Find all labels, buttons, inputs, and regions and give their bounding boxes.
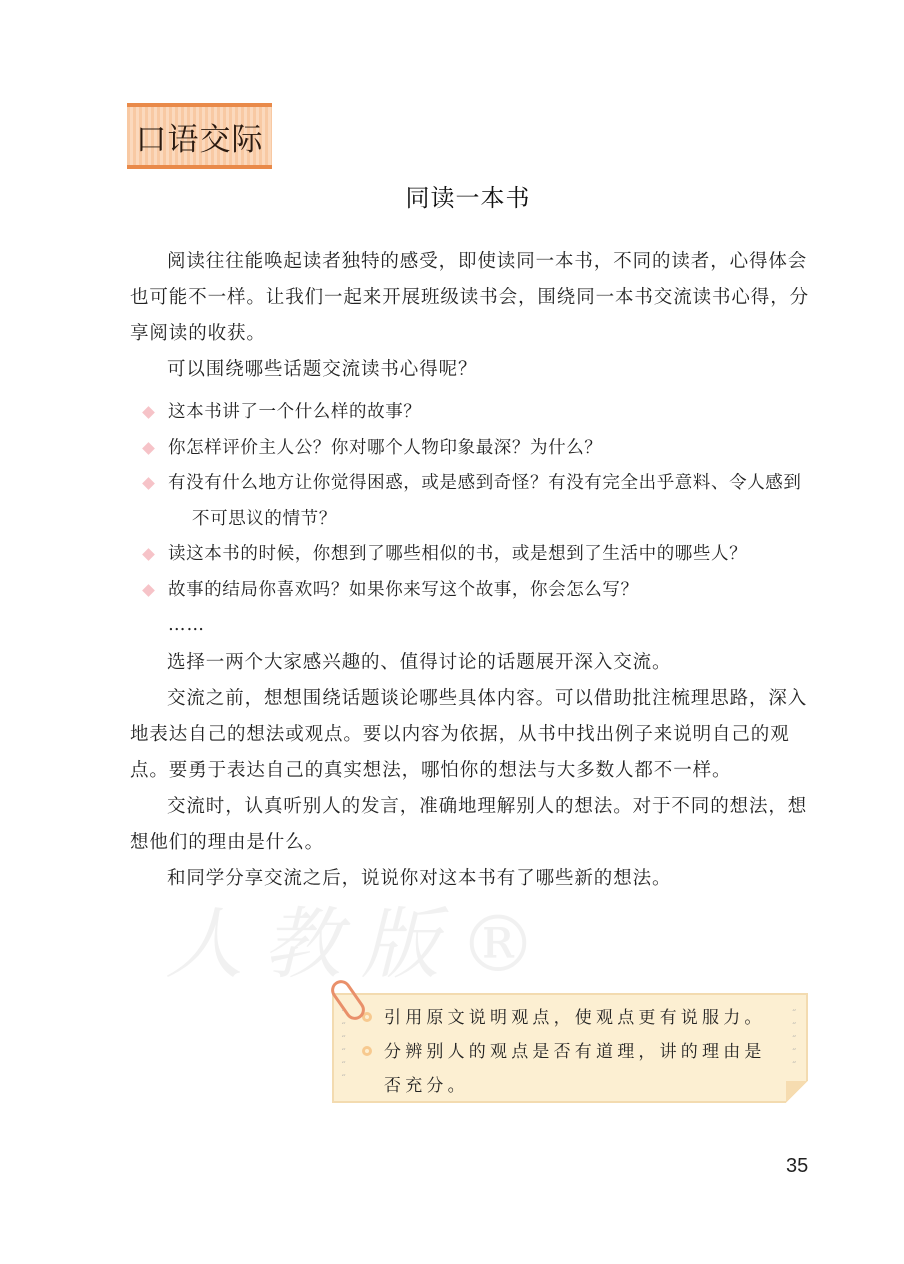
list-item-text: 有没有什么地方让你觉得困惑，或是感到奇怪？有没有完全出乎意料、令人感到不可思议的情节？: [168, 473, 802, 529]
circle-bullet-icon: [362, 1046, 372, 1056]
list-item: [130, 466, 810, 537]
tip-text: 分辨别人的观点是否有道理，讲的理由是否充分。: [384, 1042, 766, 1096]
intro-question: 可以围绕哪些话题交流读书心得呢？: [167, 359, 478, 380]
note-binding-marks: ˶ ˶ ˶ ˶ ˶: [792, 1004, 796, 1067]
section-tag: [127, 103, 272, 169]
diamond-bullet-icon: [142, 406, 155, 419]
page-title: 同读一本书: [405, 184, 531, 212]
page-number: 35: [786, 1155, 809, 1177]
page-fold-corner: [786, 1081, 808, 1103]
tip-note: [332, 993, 808, 1103]
tip-item: [384, 1035, 774, 1103]
list-item: [130, 537, 810, 573]
publisher-watermark: 人教版®: [165, 900, 558, 990]
paragraph: 交流时，认真听别人的发言，准确地理解别人的想法。对于不同的想法，想想他们的理由是什么。: [130, 796, 808, 853]
diamond-bullet-icon: [142, 548, 155, 561]
diamond-bullet-icon: [142, 442, 155, 455]
paragraph: 和同学分享交流之后，说说你对这本书有了哪些新的想法。: [167, 868, 672, 889]
topic-list: [130, 395, 810, 644]
list-item-text: 读这本书的时候，你想到了哪些相似的书，或是想到了生活中的哪些人？: [168, 544, 748, 564]
paragraph: 选择一两个大家感兴趣的、值得讨论的话题展开深入交流。: [167, 652, 672, 673]
diamond-bullet-icon: [142, 477, 155, 490]
list-item: [130, 395, 810, 431]
section-tag-label: 口语交际: [135, 121, 264, 158]
list-item: [130, 431, 810, 467]
note-binding-marks: ˶ ˶ ˶ ˶ ˶ ˶: [342, 1004, 346, 1080]
intro-section: [130, 244, 810, 388]
ellipsis: ……: [168, 615, 205, 635]
list-item-text: 故事的结局你喜欢吗？如果你来写这个故事，你会怎么写？: [168, 579, 639, 600]
list-item: [130, 573, 810, 609]
list-item-text: 你怎样评价主人公？你对哪个人物印象最深？为什么？: [168, 437, 603, 458]
diamond-bullet-icon: [142, 584, 155, 597]
list-item-text: 这本书讲了一个什么样的故事？: [168, 402, 422, 422]
tip-item: [384, 1001, 774, 1035]
guidance-section: [130, 645, 810, 897]
paragraph: 交流之前，想想围绕话题谈论哪些具体内容。可以借助批注梳理思路，深入地表达自己的想法或观点。要以内容为依据，从书中找出例子来说明自己的观点。要勇于表达自己的真实想法，哪怕你的想法与大多数人都不一样。: [130, 688, 808, 781]
tip-text: 引用原文说明观点，使观点更有说服力。: [384, 1008, 766, 1028]
intro-paragraph: 阅读往往能唤起读者独特的感受，即使读同一本书，不同的读者，心得体会也可能不一样。让我们一起来开展班级读书会，围绕同一本书交流读书心得，分享阅读的收获。: [130, 251, 810, 344]
